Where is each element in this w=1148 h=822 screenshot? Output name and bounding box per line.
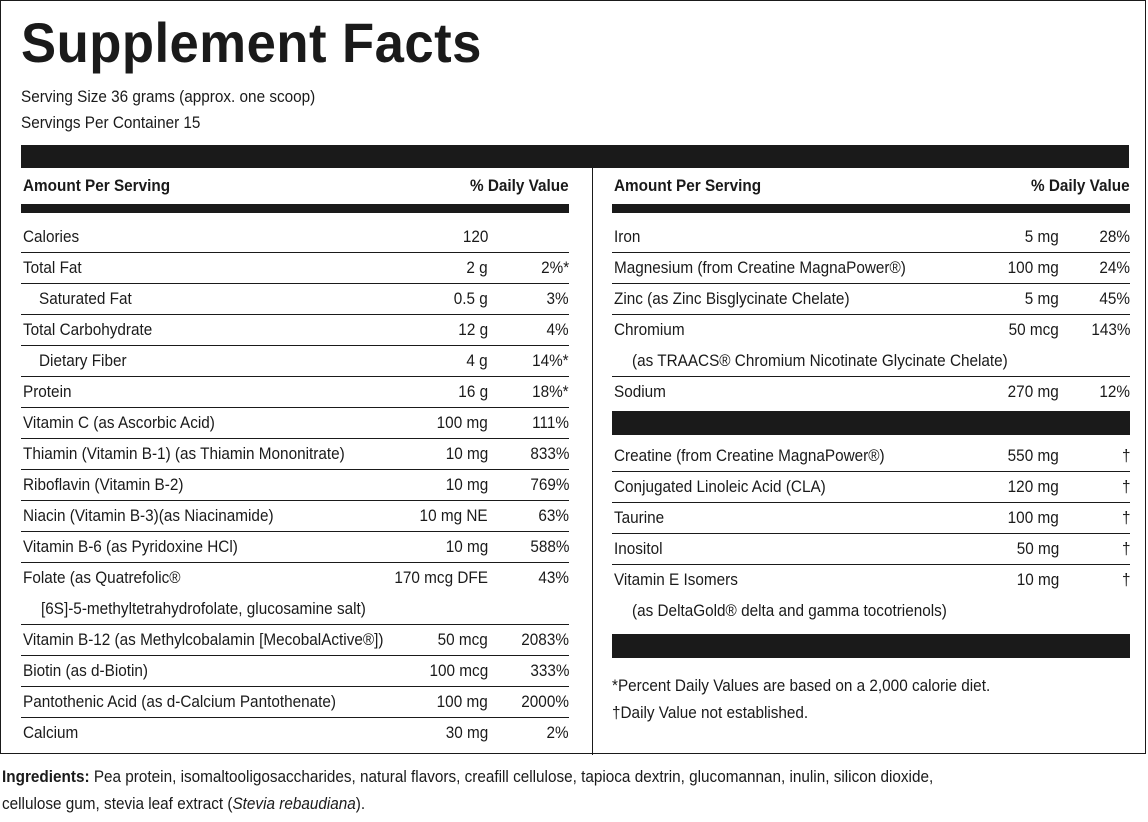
nutrient-daily-value: 111% xyxy=(532,413,569,432)
nutrient-name: Creatine (from Creatine MagnaPower®) xyxy=(614,446,885,465)
nutrient-amount: 16 g xyxy=(458,382,488,401)
nutrient-name: Zinc (as Zinc Bisglycinate Chelate) xyxy=(614,289,850,308)
nutrient-daily-value: † xyxy=(1121,446,1130,465)
right-nutrient-table xyxy=(612,168,1130,726)
nutrient-amount: 100 mg xyxy=(436,413,488,432)
nutrient-row-chromium xyxy=(612,315,1130,377)
right-table-header xyxy=(612,168,1130,204)
nutrient-daily-value: 24% xyxy=(1099,258,1130,277)
nutrient-amount: 50 mcg xyxy=(437,630,488,649)
nutrient-name: Sodium xyxy=(614,382,666,401)
nutrient-row-pantothenic-acid xyxy=(21,687,569,718)
nutrient-name: Pantothenic Acid (as d-Calcium Pantothenate) xyxy=(23,692,336,711)
servings-per-container: Servings Per Container 15 xyxy=(21,113,201,132)
nutrient-amount: 120 xyxy=(462,227,488,246)
nutrient-row-taurine xyxy=(612,503,1130,534)
left-nutrient-table xyxy=(21,168,569,748)
serving-size: Serving Size 36 grams (approx. one scoop) xyxy=(21,87,316,106)
nutrient-amount: 4 g xyxy=(466,351,488,370)
nutrient-daily-value: † xyxy=(1121,570,1130,589)
nutrient-row-total-carbohydrate xyxy=(21,315,569,346)
nutrient-name: Niacin (Vitamin B-3)(as Niacinamide) xyxy=(23,506,274,525)
nutrient-daily-value: † xyxy=(1121,539,1130,558)
nutrient-daily-value: 2083% xyxy=(521,630,569,649)
nutrient-amount: 100 mg xyxy=(1007,508,1059,527)
nutrient-row-zinc xyxy=(612,284,1130,315)
nutrient-name: Biotin (as d-Biotin) xyxy=(23,661,149,680)
nutrient-daily-value: 45% xyxy=(1099,289,1130,308)
nutrient-row-vitamin-b12 xyxy=(21,625,569,656)
nutrient-row-cla xyxy=(612,472,1130,503)
nutrient-daily-value: 833% xyxy=(529,444,569,463)
nutrient-source-note: [6S]-5-methyltetrahydrofolate, glucosamine salt) xyxy=(41,599,366,618)
nutrient-amount: 12 g xyxy=(458,320,488,339)
nutrient-name: Total Fat xyxy=(23,258,82,277)
nutrient-amount: 100 mg xyxy=(1007,258,1059,277)
nutrient-name: Thiamin (Vitamin B-1) (as Thiamin Mononitrate) xyxy=(23,444,345,463)
nutrient-name: Calcium xyxy=(23,723,79,742)
nutrient-amount: 550 mg xyxy=(1007,446,1059,465)
nutrient-name: Saturated Fat xyxy=(39,289,132,308)
nutrient-name: Taurine xyxy=(614,508,665,527)
ingredients-text: Pea protein, isomaltooligosaccharides, natural flavors, creafill cellulose, tapioca dextrin, glucomannan, inulin, silicon dioxide, xyxy=(89,767,934,786)
nutrient-row-niacin xyxy=(21,501,569,532)
nutrient-daily-value: 12% xyxy=(1099,382,1130,401)
nutrient-daily-value: † xyxy=(1121,508,1130,527)
nutrient-amount: 30 mg xyxy=(445,723,488,742)
nutrient-amount: 50 mcg xyxy=(1008,320,1059,339)
nutrient-amount: 10 mg xyxy=(445,537,488,556)
nutrient-row-magnesium xyxy=(612,253,1130,284)
ingredients-text: cellulose gum, stevia leaf extract ( xyxy=(2,794,233,813)
section-bar xyxy=(612,411,1130,435)
nutrient-amount: 10 mg xyxy=(445,475,488,494)
nutrient-amount: 5 mg xyxy=(1024,227,1059,246)
nutrient-row-saturated-fat xyxy=(21,284,569,315)
nutrient-name: Magnesium (from Creatine MagnaPower®) xyxy=(614,258,906,277)
nutrient-daily-value: 2000% xyxy=(521,692,569,711)
nutrient-daily-value: 588% xyxy=(529,537,569,556)
nutrient-row-inositol xyxy=(612,534,1130,565)
nutrient-amount: 100 mg xyxy=(436,692,488,711)
nutrient-amount: 10 mg NE xyxy=(419,506,488,525)
nutrient-amount: 50 mg xyxy=(1016,539,1059,558)
nutrient-name: Inositol xyxy=(614,539,663,558)
left-table-header xyxy=(21,168,569,204)
header-thick-rule xyxy=(612,204,1130,213)
nutrient-name: Conjugated Linoleic Acid (CLA) xyxy=(614,477,826,496)
nutrient-name: Folate (as Quatrefolic® xyxy=(23,568,181,587)
nutrient-amount: 100 mcg xyxy=(429,661,488,680)
footnote-percent-daily-value: *Percent Daily Values are based on a 2,000 calorie diet. xyxy=(612,676,991,695)
nutrient-daily-value: 3% xyxy=(546,289,569,308)
ingredients-line-2 xyxy=(2,790,1082,817)
nutrient-row-vitamin-b6 xyxy=(21,532,569,563)
header-thick-rule xyxy=(21,204,569,213)
nutrient-row-vitamin-e-isomers xyxy=(612,565,1130,626)
nutrient-name: Protein xyxy=(23,382,72,401)
nutrient-row-calcium xyxy=(21,718,569,748)
header-amount-per-serving: Amount Per Serving xyxy=(614,176,762,195)
nutrient-amount: 120 mg xyxy=(1007,477,1059,496)
nutrient-amount: 10 mg xyxy=(1016,570,1059,589)
ingredients-text: ). xyxy=(355,794,366,813)
nutrient-source-note: (as TRAACS® Chromium Nicotinate Glycinate Chelate) xyxy=(632,351,1008,370)
ingredients-botanical-name: Stevia rebaudiana xyxy=(232,794,356,813)
nutrient-amount: 0.5 g xyxy=(453,289,488,308)
nutrient-daily-value: † xyxy=(1121,477,1130,496)
nutrient-row-thiamin xyxy=(21,439,569,470)
ingredients-line-1 xyxy=(2,763,1082,790)
header-daily-value: % Daily Value xyxy=(1031,176,1130,195)
nutrient-daily-value: 769% xyxy=(529,475,569,494)
nutrient-row-riboflavin xyxy=(21,470,569,501)
nutrient-row-protein xyxy=(21,377,569,408)
header-daily-value: % Daily Value xyxy=(470,176,569,195)
nutrient-daily-value: 43% xyxy=(538,568,569,587)
nutrient-row-vitamin-c xyxy=(21,408,569,439)
ingredients-label: Ingredients: xyxy=(2,767,90,786)
nutrient-name: Vitamin B-6 (as Pyridoxine HCl) xyxy=(23,537,238,556)
nutrient-row-calories xyxy=(21,222,569,253)
nutrient-daily-value: 333% xyxy=(529,661,569,680)
nutrient-amount: 2 g xyxy=(466,258,488,277)
nutrient-amount: 10 mg xyxy=(445,444,488,463)
nutrient-daily-value: 14%* xyxy=(532,351,569,370)
nutrient-name: Vitamin E Isomers xyxy=(614,570,738,589)
nutrient-daily-value: 63% xyxy=(538,506,569,525)
header-amount-per-serving: Amount Per Serving xyxy=(23,176,171,195)
nutrient-name: Calories xyxy=(23,227,80,246)
nutrient-row-creatine xyxy=(612,441,1130,472)
ingredients-statement xyxy=(2,763,1082,817)
nutrient-name: Riboflavin (Vitamin B-2) xyxy=(23,475,184,494)
nutrient-daily-value: 2%* xyxy=(540,258,569,277)
nutrient-row-iron xyxy=(612,222,1130,253)
nutrient-row-sodium xyxy=(612,377,1130,407)
nutrient-name: Vitamin C (as Ascorbic Acid) xyxy=(23,413,215,432)
nutrient-daily-value: 28% xyxy=(1099,227,1130,246)
nutrient-amount: 270 mg xyxy=(1007,382,1059,401)
panel-title: Supplement Facts xyxy=(21,11,482,74)
nutrient-row-dietary-fiber xyxy=(21,346,569,377)
top-bar xyxy=(21,145,1129,168)
nutrient-name: Vitamin B-12 (as Methylcobalamin [MecobalActive®]) xyxy=(23,630,384,649)
nutrient-name: Total Carbohydrate xyxy=(23,320,153,339)
footnote-daily-value-not-established: †Daily Value not established. xyxy=(612,703,809,722)
nutrient-daily-value: 2% xyxy=(546,723,569,742)
nutrient-daily-value: 4% xyxy=(546,320,569,339)
nutrient-amount: 170 mcg DFE xyxy=(394,568,488,587)
nutrient-row-biotin xyxy=(21,656,569,687)
section-bar xyxy=(612,634,1130,658)
nutrient-daily-value: 18%* xyxy=(532,382,569,401)
nutrient-name: Dietary Fiber xyxy=(39,351,127,370)
nutrient-source-note: (as DeltaGold® delta and gamma tocotrienols) xyxy=(632,601,947,620)
nutrient-row-total-fat xyxy=(21,253,569,284)
column-divider xyxy=(592,168,593,755)
nutrient-amount: 5 mg xyxy=(1024,289,1059,308)
nutrient-name: Chromium xyxy=(614,320,685,339)
nutrient-daily-value: 143% xyxy=(1090,320,1130,339)
nutrient-name: Iron xyxy=(614,227,641,246)
nutrient-row-folate xyxy=(21,563,569,625)
